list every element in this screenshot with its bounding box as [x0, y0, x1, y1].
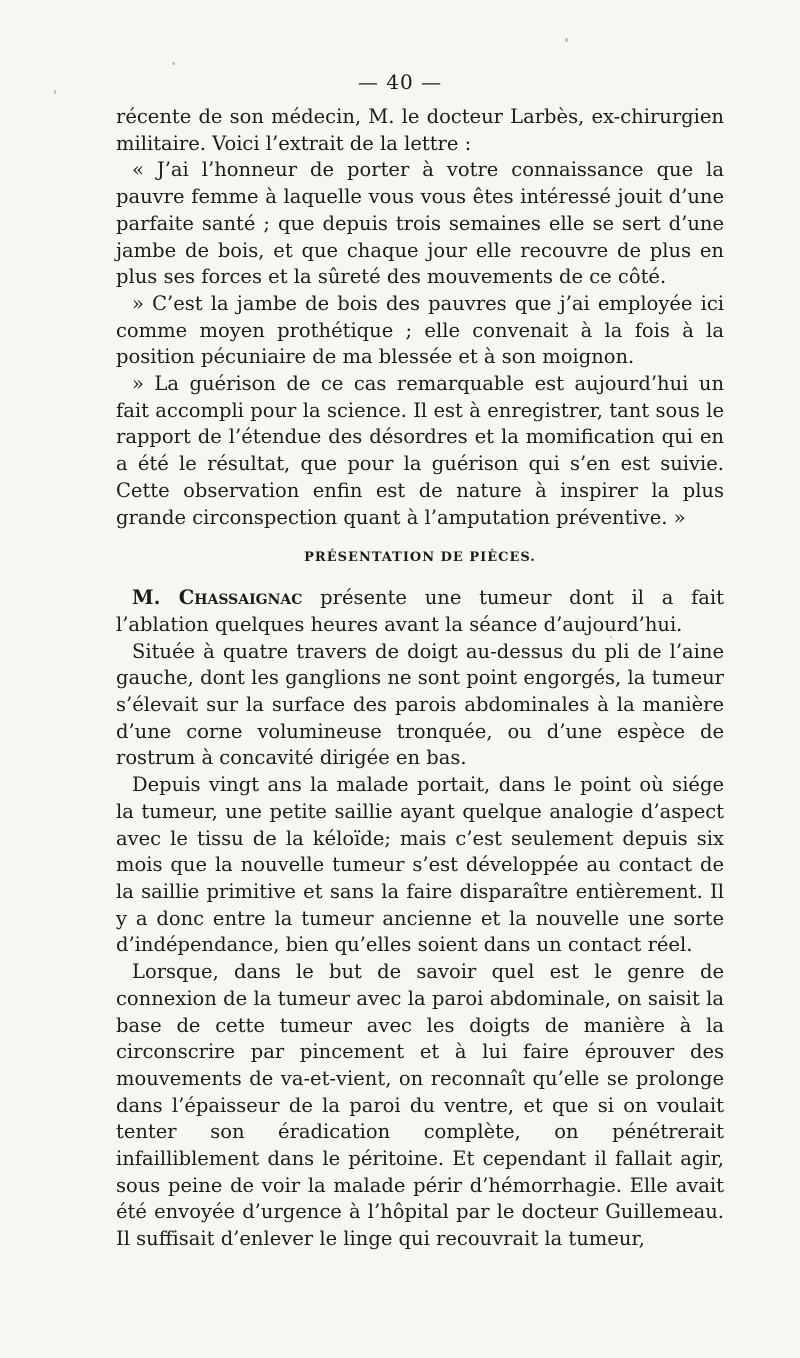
page-speck: [565, 38, 568, 42]
paragraph: « J’ai l’honneur de porter à votre connaissance que la pauvre femme à laquelle vous vous êtes intéressé jouit d’une parfaite santé ; que depuis trois semaines elle se sert d’une jambe de bois, et que chaque jour elle recouvre de plus en plus ses forces et la sûreté des mouvements de ce côté.: [116, 158, 724, 289]
body-text: [116, 104, 724, 1253]
paragraph: Située à quatre travers de doigt au-dessus du pli de l’aine gauche, dont les ganglions ne sont point engorgés, la tumeur s’élevait sur la surface des parois abdominales à la manière d’une corne volumineuse tronquée, ou d’une espèce de rostrum à concavité dirigée en bas.: [116, 639, 724, 770]
speaker-text: présente une tumeur dont il a fait l’ablation quelques heures avant la séance d’aujourd’hui.: [116, 586, 725, 636]
paragraph: [116, 585, 724, 638]
paragraph: Lorsque, dans le but de savoir quel est le genre de connexion de la tumeur avec la paroi abdominale, on saisit la base de cette tumeur avec les doigts de manière à la circonscrire par pincement et à lui faire éprouver des mouvements de va-et-vient, on reconnaît qu’elle se prolonge dans l’épaisseur de la paroi du ventre, et que si on voulait tenter son éradication complète, on pénétrerait infailliblement dans le péritoine. Et cependant il fallait agir, sous peine de voir la malade périr d’hémorrhagie. Elle avait été envoyée d’urgence à l’hôpital par le docteur Guillemeau. Il suffisait d’enlever le linge qui recouvrait la tumeur,: [116, 960, 724, 1251]
paragraph: Depuis vingt ans la malade portait, dans le point où siége la tumeur, une petite saillie ayant quelque analogie d’aspect avec le tissu de la kéloïde; mais c’est seulement depuis six mois que la nouvelle tumeur s’est développée au contact de la saillie primitive et sans la faire disparaître entièrement. Il y a donc entre la tumeur ancienne et la nouvelle une sorte d’indépendance, bien qu’elles soient dans un contact réel.: [116, 773, 724, 957]
page-number: — 40 —: [357, 70, 443, 94]
paragraph: » La guérison de ce cas remarquable est aujourd’hui un fait accompli pour la science. Il est à enregistrer, tant sous le rapport de l’étendue des désordres et la momification qui en a été le résultat, que pour la guérison qui s’en est suivie. Cette observation enfin est de nature à inspirer la plus grande circonspection quant à l’amputation préventive. »: [116, 372, 724, 529]
section-heading: PRÉSENTATION DE PIÈCES.: [304, 550, 536, 566]
paragraph: récente de son médecin, M. le docteur Larbès, ex-chirurgien militaire. Voici l’extrait de la lettre :: [116, 105, 724, 155]
paragraph: » C’est la jambe de bois des pauvres que j’ai employée ici comme moyen prothétique ; elle convenait à la fois à la position pécuniaire de ma blessée et à son moignon.: [116, 291, 724, 369]
speaker-name: M. Chassaignac: [132, 586, 303, 610]
page-speck: [172, 62, 175, 65]
